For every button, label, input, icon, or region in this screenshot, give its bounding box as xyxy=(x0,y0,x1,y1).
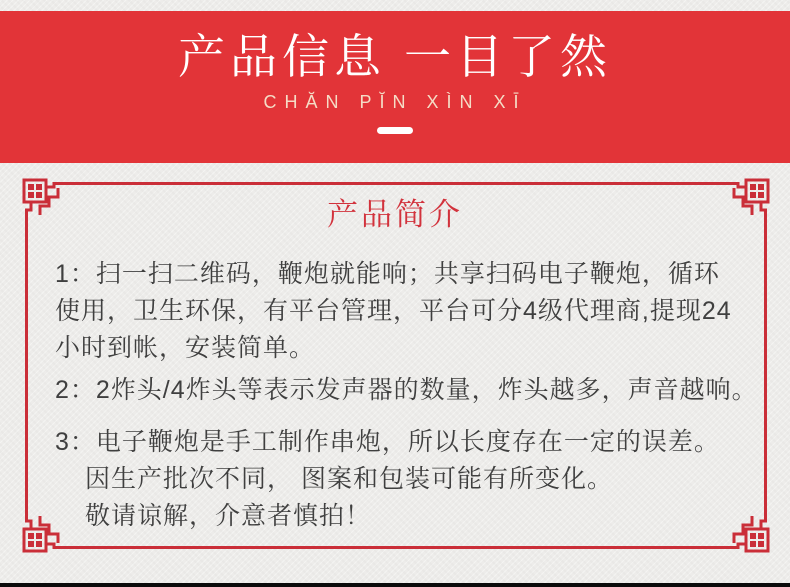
paragraph-line: 使用，卫生环保，有平台管理，平台可分4级代理商,提现24 xyxy=(55,297,732,325)
paragraph-line: 2：2炸头/4炸头等表示发声器的数量，炸头越多，声音越响。 xyxy=(55,376,758,404)
banner-underline xyxy=(377,127,413,134)
bottom-black-bar xyxy=(0,583,790,587)
paragraph-line: 敬请谅解，介意者慎拍！ xyxy=(85,502,372,530)
section-heading: 产品简介 xyxy=(327,197,463,232)
banner xyxy=(0,11,790,163)
paragraph-line: 因生产批次不同， 图案和包装可能有所变化。 xyxy=(85,465,613,493)
banner-title: 产品信息 一目了然 xyxy=(177,30,613,83)
paragraph-3 xyxy=(55,424,750,535)
paragraph-line: 小时到帐，安装简单。 xyxy=(55,334,316,362)
paragraph-line: 3：电子鞭炮是手工制作串炮，所以长度存在一定的误差。 xyxy=(55,428,720,456)
paragraph-1 xyxy=(55,256,750,367)
paragraph-2 xyxy=(55,372,758,409)
paragraph-line: 1：扫一扫二维码，鞭炮就能响；共享扫码电子鞭炮，循环 xyxy=(55,260,720,288)
banner-pinyin: CHĂN PĬN XÌN XĪ xyxy=(263,92,527,112)
